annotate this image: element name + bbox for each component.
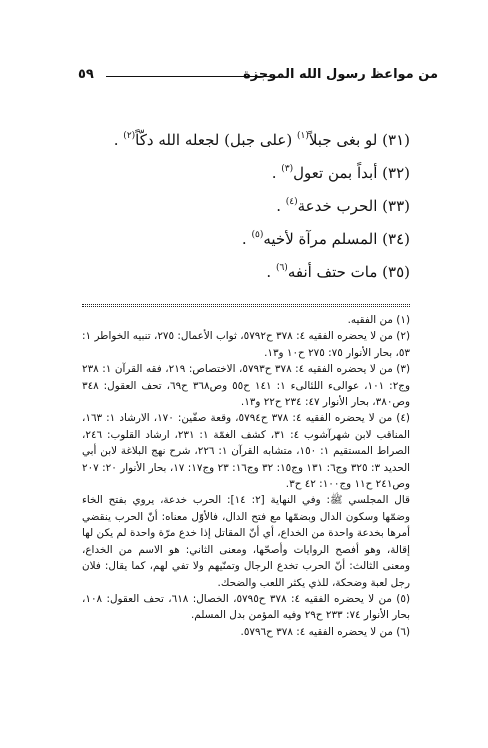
saying-text: لجعله الله دكّاً (135, 131, 220, 149)
footnote: (٣) من لا يحضره الفقيه ٤: ٣٧٨ ح٥٧٩٣، الاختصاص: ٢١٩، فقه القرآن ١: ٢٣٨ وج٢: ١٠١، عوالىء اللئالىء ١: ١٤١ ح٥٥ وص٣٦٨ ح٦٩، تحف العقول: ٣٤٨ وص٣٨٠، بحار الأنوار ٤٧: ٢٣٤ ح٢٢ و١٣. (82, 363, 411, 409)
saying-text: مات حتف أنفه (287, 263, 378, 281)
footnotes (82, 312, 410, 640)
saying-end: . (113, 131, 119, 149)
saying-number: (٣٥) (382, 263, 410, 281)
page-header (78, 66, 438, 84)
running-title: من مواعظ رسول الله الموجزة (243, 67, 438, 82)
saying-item (140, 256, 410, 289)
footnote-ref: (١) (296, 131, 309, 141)
sayings-list (113, 124, 410, 289)
saying-end: . (241, 230, 247, 248)
saying-item (140, 190, 410, 223)
footnote: (٤) من لا يحضره الفقيه ٤: ٣٧٨ ح٥٧٩٤، وقعة صفّين: ١٧٠، الارشاد ١: ١٦٣، المناقب لابن شهرآشوب ٤: ٣١، كشف الغمّة ١: ٢٣١، ارشاد القلوب: ٢٤٦، الصراط المستقيم ١: ١٥٠، متشابه القرآن ١: ٢٢٦، شرح نهج البلاغة لابن أبي الحديد ٣: ٣٢٥ وج٦: ١٣١ وج١٥: ٣٢ وج١٦: ٢٣ وج١٧: ١٧، بحار الأنوار ٢٠: ٢٠٧ وص٢٤١ ح١١ وج١٠٠: ٤٢ ح٣. (82, 412, 411, 491)
saying-number: (٣٤) (382, 230, 410, 248)
footnote: (٢) من لا يحضره الفقيه ٤: ٣٧٨ ح٥٧٩٢، ثواب الأعمال: ٢٧٥، تنبيه الخواطر ١: ٥٣، بحار الأنوار ٧٥: ٢٧٥ ح١٠ و١٣. (82, 330, 410, 359)
page-number: ٥٩ (78, 67, 94, 82)
footnote: (٥) من لا يحضره الفقيه ٤: ٣٧٨ ح٥٧٩٥، الخصال: ٦١٨، تحف العقول: ١٠٨، بحار الأنوار ٧٤: ٢٣٣ ح٢٩ وفيه المؤمن بدل المسلم. (82, 592, 411, 622)
saying-item (140, 223, 410, 256)
saying-text: (على جبل) (224, 131, 293, 149)
footnote-ref: (٦) (275, 263, 288, 273)
footnote-ref: (٥) (251, 230, 264, 240)
saying-number: (٣١) (382, 131, 410, 149)
footnote: (٦) من لا يحضره الفقيه ٤: ٣٧٨ ح٥٧٩٦. (240, 625, 410, 638)
footnote-ref: (٢) (123, 131, 136, 141)
saying-number: (٣٢) (382, 164, 410, 182)
saying-number: (٣٣) (382, 197, 410, 215)
saying-item (113, 124, 410, 157)
footnote-ref: (٤) (285, 197, 298, 207)
footnote-separator (82, 304, 410, 305)
saying-end: . (271, 164, 277, 182)
footnote-ref: (٣) (281, 164, 294, 174)
saying-text: لو بغى جبلاً (308, 131, 378, 149)
saying-text: المسلم مرآة لأخيه (263, 230, 378, 248)
saying-text: أبداً بمن تعول (293, 164, 378, 182)
saying-end: . (266, 263, 272, 281)
saying-end: . (276, 197, 281, 215)
saying-item (140, 157, 410, 190)
saying-text: الحرب خدعة (297, 197, 378, 215)
footnote-commentary: قال المجلسي ﷺ: وفي النهاية [٢: ١٤]: الحرب خدعة، يروي بفتح الخاء وضمّها وسكون الدال وبضمّها مع فتح الدال، فالأوّل معناه: أنّ الحرب ينقضي أمرها بخدعة واحدة من الخداع، أي أنّ المقاتل إذا خدع مرّة واحدة لم يكن لها إقالة، وهو أفصح الروايات وأصحّها، ومعنى الثاني: هو الاسم من الخداع، ومعنى الثالث: أنّ الحرب تخدع الرجال وتمنّيهم ولا تفي لهم، كما يقال: فلان رجل لعبة وضحكة، للذي يكثر اللعب والضحك. (82, 494, 410, 589)
footnote: (١) من الفقيه. (347, 314, 410, 326)
